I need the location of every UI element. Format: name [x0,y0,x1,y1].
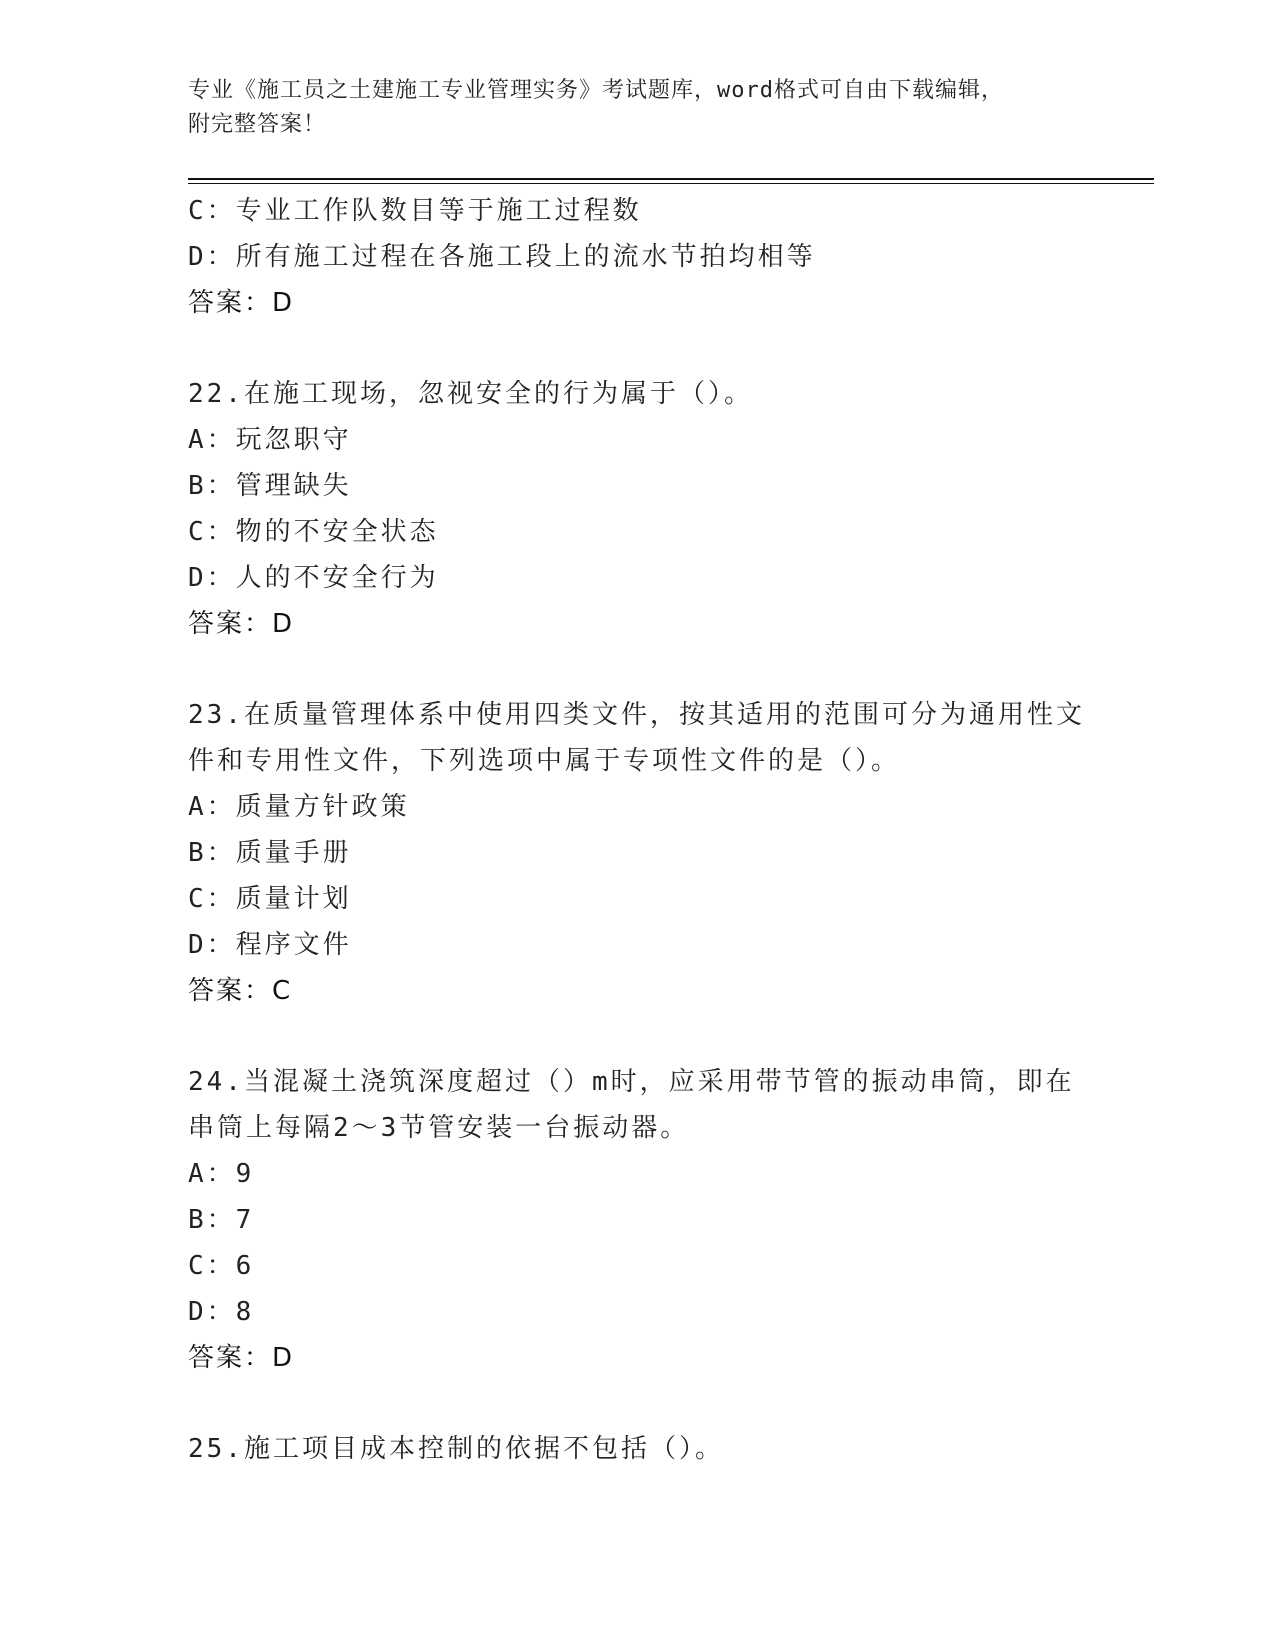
question-list [188,188,1088,1472]
question-text-line-2: 串筒上每隔2～3节管安装一台振动器。 [188,1113,690,1143]
spacer [188,1381,1088,1426]
question-block-prev [188,188,1088,326]
answer-label: 答案：D [188,609,295,639]
option-b: B：7 [188,1205,255,1235]
question-text: 25.施工项目成本控制的依据不包括（）。 [188,1434,724,1464]
spacer [188,1014,1088,1059]
question-text-line-2: 件和专用性文件，下列选项中属于专项性文件的是（）。 [188,746,901,776]
option-d: D：所有施工过程在各施工段上的流水节拍均相等 [188,242,816,272]
option-c: C：6 [188,1251,255,1281]
header-divider-thick [188,178,1154,180]
question-block-22 [188,371,1088,647]
spacer [188,326,1088,371]
header-divider-thin [188,183,1154,184]
question-block-25 [188,1426,1088,1472]
answer-label: 答案：C [188,976,293,1006]
option-c: C：专业工作队数目等于施工过程数 [188,196,642,226]
option-b: B：管理缺失 [188,471,352,501]
option-d: D：人的不安全行为 [188,563,439,593]
header-line-1: 专业《施工员之土建施工专业管理实务》考试题库，word格式可自由下载编辑， [188,78,1004,103]
option-c: C：物的不安全状态 [188,517,439,547]
option-c: C：质量计划 [188,884,352,914]
question-block-23 [188,692,1088,1014]
document-header [188,74,1088,142]
spacer [188,647,1088,692]
option-a: A：9 [188,1159,255,1189]
option-b: B：质量手册 [188,838,352,868]
header-line-2: 附完整答案！ [188,112,327,137]
option-d: D：程序文件 [188,930,352,960]
option-a: A：质量方针政策 [188,792,410,822]
question-text-line-1: 23.在质量管理体系中使用四类文件，按其适用的范围可分为通用性文 [188,700,1085,730]
question-block-24 [188,1059,1088,1381]
answer-label: 答案：D [188,288,295,318]
question-text: 22.在施工现场，忽视安全的行为属于（）。 [188,379,753,409]
option-a: A：玩忽职守 [188,425,352,455]
question-text-line-1: 24.当混凝土浇筑深度超过（）m时，应采用带节管的振动串筒，即在 [188,1067,1075,1097]
answer-label: 答案：D [188,1343,295,1373]
option-d: D：8 [188,1297,255,1327]
